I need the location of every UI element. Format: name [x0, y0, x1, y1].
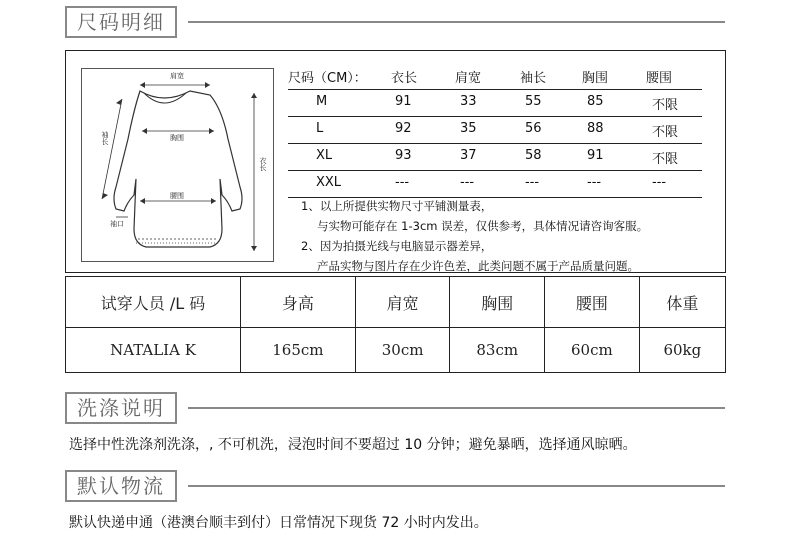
section-header-shipping: [0, 468, 790, 504]
label-length: 衣长: [259, 157, 267, 171]
size-table: [288, 63, 702, 198]
label-waist: 腰围: [170, 192, 184, 200]
cell-waist: 不限: [652, 152, 679, 167]
try-on-header: 胸围: [450, 277, 545, 328]
cell-size: XL: [316, 148, 333, 163]
try-on-value: 83cm: [450, 328, 545, 373]
cell-chest: ---: [587, 175, 602, 190]
col-sleeve: 袖长: [520, 71, 547, 86]
label-shoulder: 肩宽: [170, 72, 184, 80]
note-line: 1、以上所提供实物尺寸平铺测量表，: [301, 199, 493, 213]
shipping-info: 默认快递申通（港澳台顺丰到付）日常情况下现货 72 小时内发出。: [69, 515, 488, 531]
try-on-table: [65, 276, 726, 373]
table-row: [288, 144, 702, 171]
section-title-size-detail: 尺码明细: [65, 6, 177, 38]
washing-instructions: 选择中性洗涤剂洗涤，, 不可机洗，浸泡时间不要超过 10 分钟；避免暴晒，选择通风晾晒。: [69, 437, 637, 453]
size-table-header: [288, 63, 702, 89]
label-cuff: 袖口: [110, 220, 124, 228]
note-line: 与实物可能存在 1-3cm 误差，仅供参考，具体情况请咨询客服。: [317, 219, 649, 233]
cell-chest: 91: [587, 148, 604, 163]
label-chest: 胸围: [170, 134, 184, 142]
cell-sleeve: 56: [525, 121, 542, 136]
col-shoulder: 肩宽: [455, 71, 482, 86]
size-notes: [301, 196, 648, 276]
cell-chest: 88: [587, 121, 604, 136]
header-divider: [188, 407, 725, 409]
try-on-value: 165cm: [241, 328, 356, 373]
col-size: 尺码（CM）：: [288, 71, 367, 86]
cell-sleeve: 55: [525, 94, 542, 109]
table-row: [288, 89, 702, 117]
try-on-value-row: [66, 328, 726, 373]
header-divider: [188, 21, 725, 23]
dress-sketch: [82, 69, 273, 261]
try-on-header: 腰围: [545, 277, 640, 328]
try-on-header: 体重: [639, 277, 725, 328]
cell-length: 93: [395, 148, 412, 163]
note-line: 产品实物与图片存在少许色差，此类问题不属于产品质量问题。: [317, 259, 639, 273]
cell-sleeve: 58: [525, 148, 542, 163]
cell-length: ---: [395, 175, 410, 190]
cell-shoulder: ---: [460, 175, 475, 190]
try-on-value: 60kg: [639, 328, 725, 373]
garment-diagram: [81, 68, 274, 262]
cell-shoulder: 35: [460, 121, 477, 136]
section-title-shipping: 默认物流: [65, 470, 177, 502]
table-row: [288, 117, 702, 144]
section-title-washing: 洗涤说明: [65, 392, 177, 424]
cell-shoulder: 33: [460, 94, 477, 109]
try-on-header: 肩宽: [355, 277, 450, 328]
cell-sleeve: ---: [525, 175, 540, 190]
col-length: 衣长: [391, 71, 418, 86]
cell-chest: 85: [587, 94, 604, 109]
cell-waist: 不限: [652, 125, 679, 140]
header-divider: [188, 485, 725, 487]
try-on-value: NATALIA K: [66, 328, 241, 373]
size-panel: [65, 50, 726, 273]
cell-size: L: [316, 121, 324, 136]
cell-size: M: [316, 94, 328, 109]
col-waist: 腰围: [646, 71, 673, 86]
label-sleeve: 袖长: [101, 131, 109, 145]
try-on-header-row: [66, 277, 726, 328]
section-header-size-detail: [0, 4, 790, 40]
cell-size: XXL: [316, 175, 342, 190]
try-on-header: 试穿人员 /L 码: [66, 277, 241, 328]
try-on-value: 30cm: [355, 328, 450, 373]
cell-waist: ---: [652, 175, 667, 190]
cell-length: 91: [395, 94, 412, 109]
section-header-washing: [0, 390, 790, 426]
table-row: [288, 171, 702, 198]
note-line: 2、因为拍摄光线与电脑显示器差异，: [301, 239, 493, 253]
cell-shoulder: 37: [460, 148, 477, 163]
col-chest: 胸围: [582, 71, 609, 86]
try-on-value: 60cm: [545, 328, 640, 373]
try-on-header: 身高: [241, 277, 356, 328]
cell-length: 92: [395, 121, 412, 136]
cell-waist: 不限: [652, 98, 679, 113]
